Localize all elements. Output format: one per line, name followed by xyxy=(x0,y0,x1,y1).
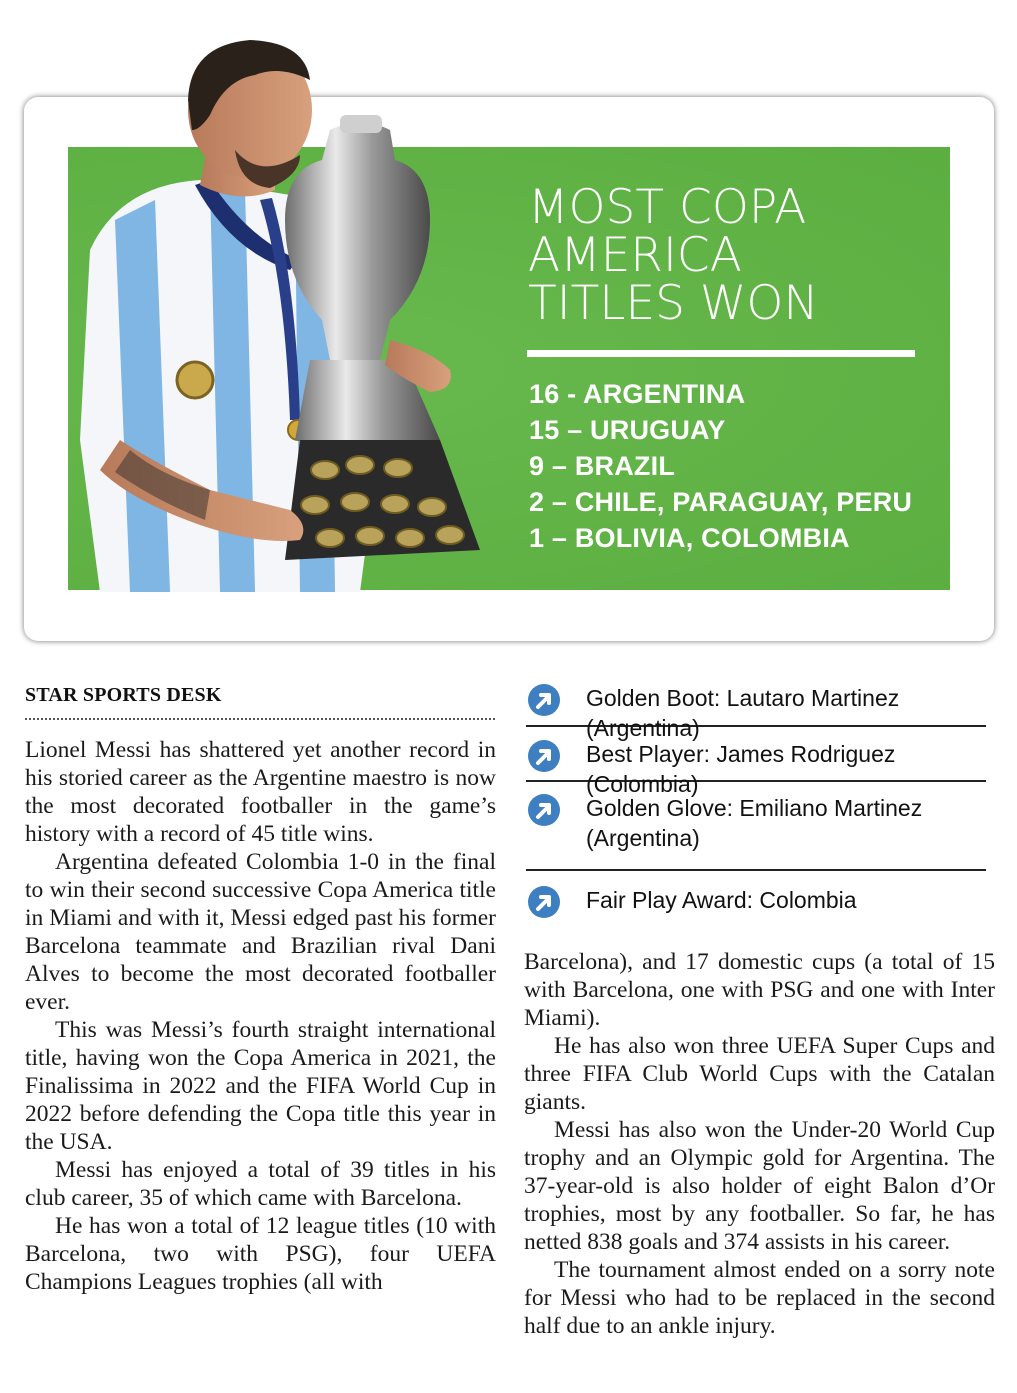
graphic-title-line: TITLES WON xyxy=(528,276,819,331)
stat-item: 15 – URUGUAY xyxy=(529,415,726,445)
article-paragraph: Argentina defeated Colombia 1-0 in the final to win their second successive Copa America title in Miami and with it, Messi edged past his former Barcelona teammate and Brazilian rival Dani Alves to become the most decorated footballer ever. xyxy=(25,849,496,1015)
article-paragraph: Messi has enjoyed a total of 39 titles in his club career, 35 of which came with Barcelona. xyxy=(25,1157,496,1211)
article-column-2 xyxy=(524,948,995,1340)
article-paragraph: This was Messi’s fourth straight international title, having won the Copa America in 2021, the Finalissima in 2022 and the FIFA World Cup in 2022 before defending the Copa title this year in the USA. xyxy=(25,1017,496,1155)
graphic-title xyxy=(528,180,928,331)
award-text: Golden Glove: Emiliano Martinez (Argentina) xyxy=(586,795,923,851)
copa-titles-list xyxy=(529,376,929,556)
award-item xyxy=(526,782,986,871)
article-column-1 xyxy=(25,736,496,1296)
stat-item: 2 – CHILE, PARAGUAY, PERU xyxy=(529,487,913,517)
byline-divider xyxy=(25,718,495,720)
graphic-title-line: MOST COPA xyxy=(528,180,807,235)
messi-trophy-photo xyxy=(60,20,530,592)
award-text: Best Player: James Rodriguez (Colombia) xyxy=(586,741,896,797)
arrow-circle-icon xyxy=(526,738,562,774)
stat-item: 16 - ARGENTINA xyxy=(529,379,746,409)
byline: STAR SPORTS DESK xyxy=(25,684,222,706)
arrow-circle-icon xyxy=(526,682,562,718)
awards-list xyxy=(526,672,986,919)
award-text: Fair Play Award: Colombia xyxy=(586,887,857,913)
article-paragraph: He has also won three UEFA Super Cups and three FIFA Club World Cups with the Catalan giants. xyxy=(524,1033,995,1115)
article-paragraph: Lionel Messi has shattered yet another record in his storied career as the Argentine maestro is now the most decorated footballer in the game’s history with a record of 45 title wins. xyxy=(25,737,496,847)
article-paragraph: He has won a total of 12 league titles (10 with Barcelona, two with PSG), four UEFA Champions Leagues trophies (all with xyxy=(25,1213,496,1295)
article-paragraph: Messi has also won the Under-20 World Cup trophy and an Olympic gold for Argentina. The 37-year-old is also holder of eight Balon d’Or trophies, most by any footballer. So far, he has netted 838 goals and 374 assists in his career. xyxy=(524,1117,995,1255)
award-item xyxy=(526,727,986,797)
award-text: Golden Boot: Lautaro Martinez (Argentina) xyxy=(586,685,900,741)
graphic-title-line: AMERICA xyxy=(528,228,742,283)
stat-item: 1 – BOLIVIA, COLOMBIA xyxy=(529,523,850,553)
graphic-divider xyxy=(527,350,915,357)
award-item xyxy=(526,672,986,741)
arrow-circle-icon xyxy=(526,792,562,828)
award-item xyxy=(526,871,986,919)
arrow-circle-icon xyxy=(526,884,562,920)
article-paragraph: The tournament almost ended on a sorry note for Messi who had to be replaced in the second half due to an ankle injury. xyxy=(524,1257,995,1339)
stat-item: 9 – BRAZIL xyxy=(529,451,676,481)
article-paragraph: Barcelona), and 17 domestic cups (a total of 15 with Barcelona, one with PSG and one with Inter Miami). xyxy=(524,949,995,1031)
